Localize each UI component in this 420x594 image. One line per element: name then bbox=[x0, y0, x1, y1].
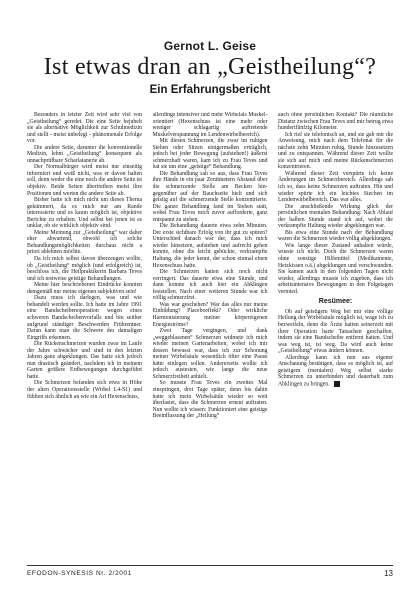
paragraph: Zwei Tage vergingen, und dank „weggeblasenen“ Schmerzen widmete ich mich wieder meinen Gartenarbeiten, wobei ich mir dessen bewusst war, dass ich zur Schonung meiner Wirbelsäule wesentlich öfter eine Pause hätte einlegen sollen. Andererseits wollte ich jedoch austesten, wie lange die neue Schmerzfreiheit anhielt. bbox=[152, 328, 268, 380]
article-body bbox=[27, 112, 393, 562]
paragraph: Die anschließende Wirkung glich der persönlichen mentalen Behandlung: Nach Ablauf der halben Stunde stand ich auf, wobei die verkrampfte Haltung wieder abgeklungen war. bbox=[278, 203, 393, 230]
paragraph: Die Schmerzen hatten sich noch nicht verringert. Das dauerte etwa eine Stunde, und dann konnte ich auch hier ein Abklingen feststellen. Nach einer weiteren Stunde war ich völlig schmerzfrei. bbox=[152, 269, 268, 302]
paragraph: auch ohne persönlichen Kontakt? Die räumliche Distanz zwischen Frau Teves und mir betrug etwa hundertfünfzig Kilometer. bbox=[278, 112, 393, 132]
paragraph: Bisher hatte ich mich nicht um dieses Thema gekümmert, da es mich nur am Rande interessierte und es kaum möglich ist, objektive Berichte zu erhalten. Und selbst bei jenen ist es unklar, ob sie wirklich objektiv sind. bbox=[27, 197, 142, 230]
paragraph: Ich rief sie telefonisch an, und sie gab mir die Anweisung, mich nach dem Telefonat für die nächste zehn Minuten ruhig, Stunde hinzusetzen und zu entspannen. Während dieser Zeit wollte sie sich auf mich und meine Rückenschmerzen konzentrieren. bbox=[278, 131, 393, 171]
paragraph: Die Rückenschmerzen wurden zwar im Laufe der Jahre schwächer und sind in den letzten Jahren ganz abgeklungen. Das hatte sich jedoch nun drastisch geändert, nachdem ich in meinem Garten größere Erdbewegungen durchgeführt hatte. bbox=[27, 341, 142, 380]
column-1 bbox=[27, 112, 142, 562]
paragraph: Der Normalbürger wird meist nur einseitig informiert und weiß nicht, was er davon halten soll, denn weder die eine noch die andere Seite ist objektiv. Beide Seiten übertreiben meist ihre Positionen und werten die andere Seite ab. bbox=[27, 164, 142, 197]
paragraph: allerdings intensiver und mehr Wirbelals Muskel-orientiert (Hexenschuss ist eine mehr oder weniger schlagartig auftretende Muskelverspannung im Lendenwirbelbereich). bbox=[152, 112, 268, 138]
page-number: 13 bbox=[384, 569, 393, 578]
paragraph: Bis etwa eine Stunde nach der Behandlung waren die Schmerzen wieder völlig abgeklungen. bbox=[278, 229, 393, 243]
paragraph: Während dieser Zeit verspürte ich keine Änderungen im Schmerzbereich. Allerdings sah ich so, dass keine Schmerzen auftraten. Hin und wieder spürte ich ein leichtes Stechen im Lendenwirbelbereich. Das war alles. bbox=[278, 170, 393, 204]
column-2 bbox=[153, 112, 268, 562]
paragraph: Wie lange dieser Zustand anhalten würde, wusste ich nicht. Doch die Schmerzen waren ohne sonstige Hilfsmittel (Medikamente, Heizkissen o.ä.) abgeklungen und verschwunden. Sie kamen auch in den folgenden Tagen nicht wieder, allerdings musste ich zugeben, dass ich arbeitsintensive Bewegungen in den Folgetagen vermied. bbox=[278, 242, 393, 295]
paragraph: Die Schmerzen befanden sich etwa in Höhe der alten Operationsstelle (Wirbel L4-S1) und fühlten sich ähnlich an wie ein Art Hexenschuss, bbox=[27, 380, 142, 400]
resumee-text: Allerdings kann ich nun aus eigener Anschauung bestätigen, dass es möglich ist, auf geistigem (mentalen) Weg selbst starke Schmerzen zu unterbinden und dauerhaft zum Abklingen zu bringen. bbox=[278, 354, 393, 388]
end-of-article-mark bbox=[334, 381, 340, 387]
paragraph: Die Behandlung dauerte etwa zehn Minuten. Der erste sichtbare Erfolg von ihr gut zu spüren? Unterschied danach war der, dass ich mich wieder hinsetzen, aufstehen und aufrecht gehen konnte, ohne die leicht gebückte, verkrampfte Haltung, die jeder kennt, der schon einmal einen Hexenschuss hatte. bbox=[152, 223, 268, 269]
paragraph: Was war geschehen? War das alles nur meine Einbildung? Placeboeffekt? Oder wirkliche Harmonisierung meiner körpereigenen Energieströme? bbox=[152, 301, 268, 328]
paragraph: Meine Meinung zur „Geistheilung“ war daher eher abwartend, obwohl ich solche Behandlungsmöglichkeiten durchaus nicht a priori ablehnen möchte. bbox=[27, 229, 142, 256]
paragraph: Mit diesen Schmerzen, die zwar im ruhigen Stehen oder Sitzen einigermaßen erträglich, jedoch bei jeder Bewegung (aufstehen!) äußerst schmerzhaft waren, kam ich zu Frau Teves und bat sie um eine „geistige“ Behandlung. bbox=[152, 138, 268, 171]
resumee-paragraph bbox=[278, 355, 393, 388]
publication-name: EFODON-SYNESIS Nr. 2/2001 bbox=[27, 570, 132, 577]
article-title: Ist etwas dran an „Geistheilung“? bbox=[43, 54, 377, 80]
paragraph: Die andere Seite, darunter die konventionelle Medizin, lehnt „Geistheilung“ konsequent als unnachprüfbare Scharlatanerie ab. bbox=[27, 144, 142, 164]
article-subtitle: Ein Erfahrungsbericht bbox=[149, 84, 271, 96]
paragraph: Die Behandlung sah so aus, dass Frau Teves ihre Hände in ein paar Zentimetern Abstand über die schmerzende Stelle am Becken hin- gegenüber auf der Bauchseite hielt und sich geistig auf die schmerzende Stelle konzentrierte. Die ganze Behandlung fand im Stehen statt, wobei Frau Teves mich zuvor aufforderte, ganz entspannt zu stehen. bbox=[152, 170, 268, 223]
column-3 bbox=[278, 112, 393, 562]
article-author: Gernot L. Geise bbox=[163, 39, 257, 53]
footer-rule bbox=[27, 565, 393, 566]
paragraph: Dazu muss ich darlegen, was und wie behandelt werden sollte. Ich hatte im Jahre 1991 eine Bandscheibenoperation wegen eines schweren Bandscheibenvorfalls und bin seither aufgrund ständiger Beschwerden Frührentner. Daran kann man die Schwere des damaligen Eingriffs erkennen. bbox=[27, 295, 142, 341]
resumee-paragraph: Ob auf geistigem Weg bei mir eine völlige Heilung der Wirbelsäule möglich ist, wage ich zu bezweifeln, denn die Ärzte hatten seinerzeit mit ihrer Operation harte Tatsachen geschaffen, indem sie eine Bandscheibe entfernt hatten. Und was weg ist, ist weg. Da wird auch keine „Geistheilung“ etwas ändern können. bbox=[278, 308, 393, 355]
paragraph: So musste Frau Teves ein zweites Mal einspringen, drei Tage später, denn bis dahin hatte ich mein Wirbelsäule wieder so weit überlastet, dass die Schmerzen erneut auftraten. Nun wollte ich wissen: Funktioniert eine geistige Beeinflussung der „Heilung“ bbox=[152, 380, 268, 420]
paragraph: Besonders in letzter Zeit wird sehr viel von „Geistheilung“ geredet. Die eine Seite bejubelt sie als alternative Möglichkeit zur Schulmedizin und stellt - meist unbelegt - phänomenale Erfolge vor. bbox=[27, 112, 142, 145]
paragraph: Da ich mich selbst davon überzeugen wollte, ob „Geistheilung“ möglich (und erfolgreich) ist, beschloss ich, die Heilpraktikerin Barbara Teves und ich testweise geistige Behandlungen. bbox=[27, 256, 142, 282]
paragraph: Meine hier beschriebenen Eindrücke konnten demgemäß nur meine eigenen subjektiven sein! bbox=[27, 282, 142, 295]
resumee-heading: Resümee: bbox=[318, 298, 353, 306]
